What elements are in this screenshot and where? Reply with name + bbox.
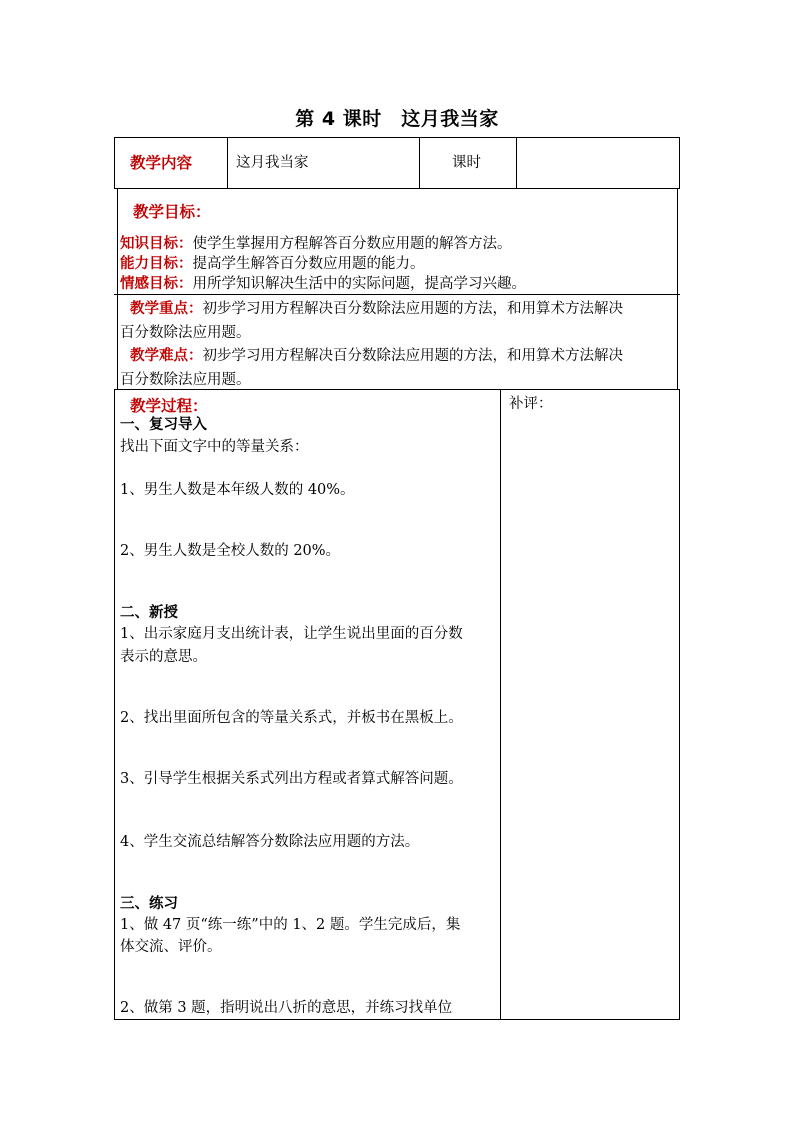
s2-item-1-line-2: 表示的意思。: [120, 649, 207, 665]
header-divider-1: [227, 137, 228, 189]
section1-intro: 找出下面文字中的等量关系：: [120, 439, 309, 455]
section2-title: 二、新授: [120, 605, 178, 621]
content-value: 这月我当家: [236, 155, 309, 171]
objective-knowledge-label: 知识目标：: [120, 236, 193, 252]
difficulty-line-1: [130, 344, 623, 368]
focus-text-1: 初步学习用方程解决百分数除法应用题的方法，和用算术方法解决: [202, 301, 623, 317]
s1-item-1: 1、男生人数是本年级人数的 40%。: [120, 482, 355, 498]
objectives-left-border: [117, 188, 118, 295]
header-row: [114, 137, 680, 189]
objective-knowledge-text: 使学生掌握用方程解答百分数应用题的解答方法。: [192, 236, 512, 252]
s3-item-2: 2、做第 3 题，指明说出八折的意思，并练习找单位: [120, 1000, 453, 1016]
objective-emotion-label: 情感目标：: [120, 276, 193, 292]
focus-label: 教学重点：: [130, 301, 203, 317]
s2-item-2: 2、找出里面所包含的等量关系式，并板书在黑板上。: [120, 710, 463, 726]
process-divider: [500, 389, 501, 1020]
objective-ability-label: 能力目标：: [120, 256, 193, 272]
header-divider-2: [419, 137, 420, 189]
comment-label: 补评：: [509, 396, 553, 412]
hours-label: 课时: [452, 155, 481, 171]
process-heading: 教学过程：: [130, 397, 208, 415]
s2-item-3: 3、引导学生根据关系式列出方程或者算式解答问题。: [120, 771, 463, 787]
s2-item-1-line-1: 1、出示家庭月支出统计表，让学生说出里面的百分数: [120, 626, 463, 642]
objective-emotion-text: 用所学知识解决生活中的实际问题，提高学习兴趣。: [192, 276, 526, 292]
page-title: 第 4 课时 这月我当家: [295, 108, 499, 130]
difficulty-line-2: 百分数除法应用题。: [120, 372, 251, 388]
s3-item-1-line-1: 1、做 47 页“练一练”中的 1、2 题。学生完成后，集: [120, 917, 461, 933]
s2-item-4: 4、学生交流总结解答分数除法应用题的方法。: [120, 834, 420, 850]
section1-title: 一、复习导入: [120, 417, 207, 433]
s1-item-2: 2、男生人数是全校人数的 20%。: [120, 543, 341, 559]
focus-line-1: [130, 297, 623, 321]
difficulty-text-1: 初步学习用方程解决百分数除法应用题的方法，和用算术方法解决: [202, 348, 623, 364]
objectives-heading: 教学目标：: [133, 203, 211, 221]
focus-line-2: 百分数除法应用题。: [120, 325, 251, 341]
section3-title: 三、练习: [120, 896, 178, 912]
objectives-right-border: [677, 188, 678, 295]
objective-ability-text: 提高学生解答百分数应用题的能力。: [192, 256, 425, 272]
content-label: 教学内容: [130, 154, 193, 172]
s3-item-1-line-2: 体交流、评价。: [120, 939, 222, 955]
objective-emotion: [120, 272, 526, 296]
difficulty-label: 教学难点：: [130, 348, 203, 364]
header-divider-3: [516, 137, 517, 189]
